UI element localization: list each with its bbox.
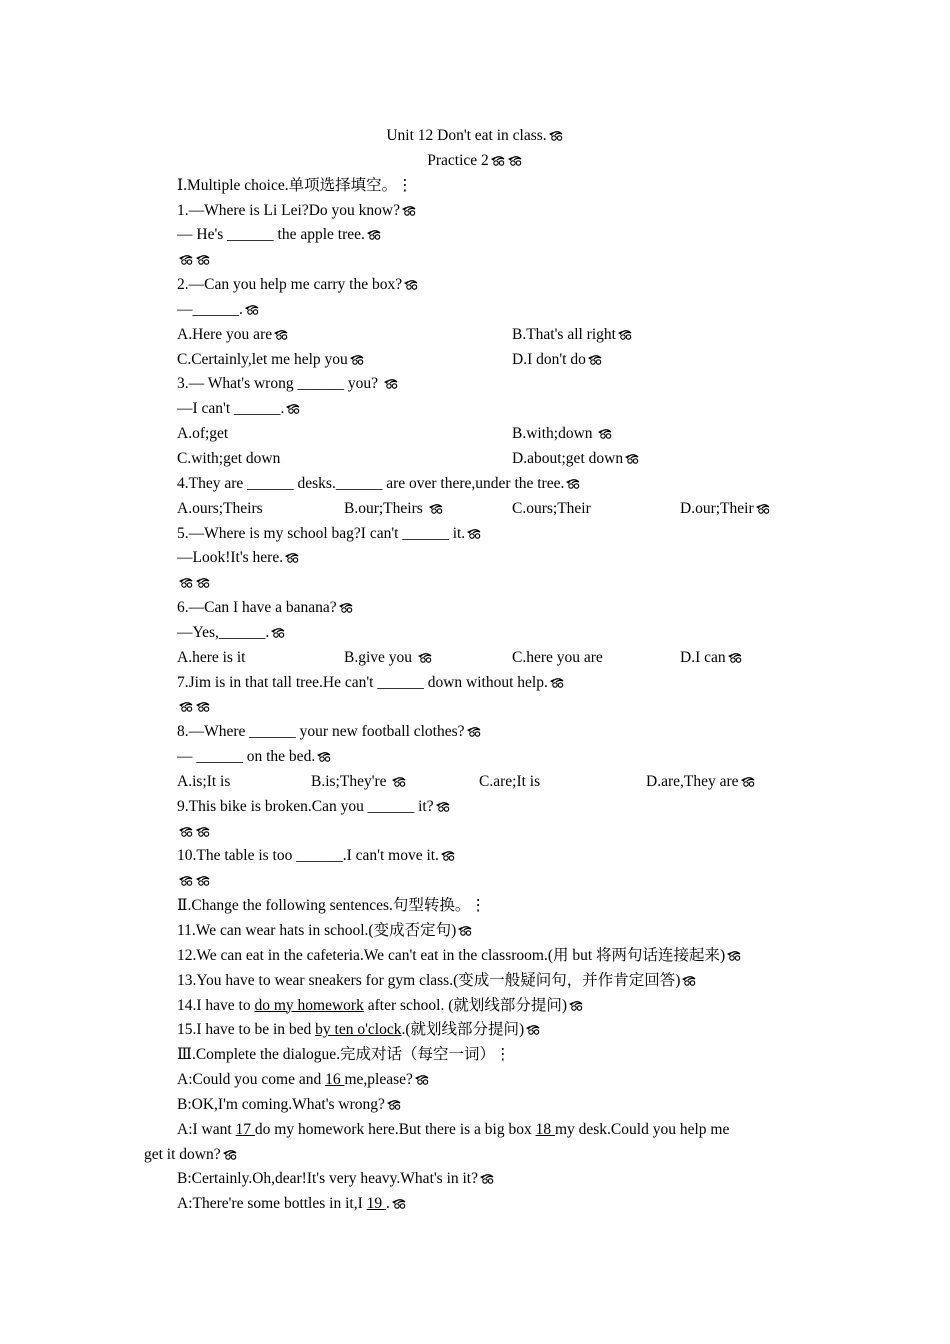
option-c: C.are;It is <box>479 772 541 790</box>
option-d: D.I don't do <box>512 348 603 373</box>
options-row <box>0 348 950 373</box>
return-mark-icon <box>222 1149 238 1160</box>
return-mark-icon <box>391 776 407 787</box>
answer-line: —I can't ______. <box>0 397 950 422</box>
return-mark-icon <box>417 652 433 663</box>
question-8: 8.—Where ______ your new football clothes? <box>0 720 950 745</box>
blank-18: 18 <box>535 1120 555 1138</box>
return-mark-icon <box>549 677 565 688</box>
question-9: 9.This bike is broken.Can you ______ it? <box>0 795 950 820</box>
blank-19: 19 <box>366 1195 386 1213</box>
blank-line <box>0 820 950 845</box>
return-mark-icon <box>548 130 564 141</box>
option-b: B.give you <box>344 646 433 671</box>
question-13: 13.You have to wear sneakers for gym class.(变成一般疑问句，并作肯定回答) <box>0 969 950 994</box>
document-page <box>0 124 950 1217</box>
answer-line: — He's ______ the apple tree. <box>0 223 950 248</box>
option-a: A.of;get <box>177 425 229 443</box>
options-row <box>0 447 950 472</box>
options-row <box>0 323 950 348</box>
page-title: Unit 12 Don't eat in class. <box>0 124 950 149</box>
dialogue-line-1: A:Could you come and 16 me,please? <box>0 1068 950 1093</box>
return-mark-icon <box>479 1173 495 1184</box>
return-mark-icon <box>316 751 332 762</box>
return-mark-icon <box>383 378 399 389</box>
return-mark-icon <box>681 975 697 986</box>
return-mark-icon <box>568 1000 584 1011</box>
return-mark-icon <box>195 577 211 588</box>
return-mark-icon <box>178 701 194 712</box>
return-mark-icon <box>414 1074 430 1085</box>
option-c: C.with;get down <box>177 449 281 467</box>
options-row <box>0 770 950 795</box>
blank-16: 16 <box>325 1071 345 1089</box>
question-5: 5.—Where is my school bag?I can't ______ it. <box>0 522 950 547</box>
return-mark-icon <box>391 1198 407 1209</box>
return-mark-icon <box>349 354 365 365</box>
section-heading-2: Ⅱ.Change the following sentences.句型转换。⋮ <box>177 897 486 915</box>
return-mark-icon <box>435 801 451 812</box>
underlined-phrase: by ten o'clock <box>315 1021 402 1039</box>
return-mark-icon <box>755 503 771 514</box>
dialogue-line-3: A:I want 17 do my homework here.But there is a big box 18 my desk.Could you help me <box>177 1120 730 1138</box>
blank-line <box>0 248 950 273</box>
option-c: C.here you are <box>512 648 603 666</box>
option-c: C.ours;Their <box>512 499 591 517</box>
question-3: 3.— What's wrong ______ you? <box>0 372 950 397</box>
return-mark-icon <box>195 875 211 886</box>
return-mark-icon <box>507 155 523 166</box>
dialogue-line-3-cont: get it down? <box>0 1143 950 1168</box>
question-1: 1.—Where is Li Lei?Do you know? <box>0 199 950 224</box>
blank-line <box>0 571 950 596</box>
option-d: D.are,They are <box>646 770 756 795</box>
question-10: 10.The table is too ______.I can't move it. <box>0 844 950 869</box>
option-b: B.That's all right <box>512 323 633 348</box>
return-mark-icon <box>401 205 417 216</box>
answer-line: — ______ on the bed. <box>0 745 950 770</box>
return-mark-icon <box>740 776 756 787</box>
options-row <box>0 422 950 447</box>
blank-17: 17 <box>235 1120 255 1138</box>
return-mark-icon <box>617 329 633 340</box>
return-mark-icon <box>727 652 743 663</box>
return-mark-icon <box>597 428 613 439</box>
option-d: D.about;get down <box>512 447 640 472</box>
section-heading-1: Ⅰ.Multiple choice.单项选择填空。⋮ <box>177 176 413 194</box>
return-mark-icon <box>270 627 286 638</box>
question-6: 6.—Can I have a banana? <box>0 596 950 621</box>
return-mark-icon <box>726 950 742 961</box>
option-a: A.ours;Theirs <box>177 499 263 517</box>
option-b: B.our;Theirs <box>344 497 444 522</box>
return-mark-icon <box>565 478 581 489</box>
option-a: A.here is it <box>177 648 246 666</box>
return-mark-icon <box>466 528 482 539</box>
return-mark-icon <box>403 279 419 290</box>
return-mark-icon <box>338 602 354 613</box>
answer-line: —______. <box>0 298 950 323</box>
return-mark-icon <box>273 329 289 340</box>
question-7: 7.Jim is in that tall tree.He can't ______ down without help. <box>0 671 950 696</box>
blank-line <box>0 869 950 894</box>
return-mark-icon <box>466 726 482 737</box>
question-12: 12.We can eat in the cafeteria.We can't eat in the classroom.(用 but 将两句话连接起来) <box>0 944 950 969</box>
return-mark-icon <box>195 254 211 265</box>
question-4: 4.They are ______ desks.______ are over there,under the tree. <box>0 472 950 497</box>
return-mark-icon <box>178 577 194 588</box>
question-14: 14.I have to do my homework after school. (就划线部分提问) <box>0 994 950 1019</box>
question-2: 2.—Can you help me carry the box? <box>0 273 950 298</box>
dialogue-line-2: B:OK,I'm coming.What's wrong? <box>0 1093 950 1118</box>
return-mark-icon <box>624 453 640 464</box>
option-d: D.I can <box>680 646 743 671</box>
blank-line <box>0 695 950 720</box>
option-d: D.our;Their <box>680 497 771 522</box>
option-b: B.with;down <box>512 422 613 447</box>
return-mark-icon <box>440 850 456 861</box>
return-mark-icon <box>490 155 506 166</box>
return-mark-icon <box>366 229 382 240</box>
return-mark-icon <box>285 403 301 414</box>
return-mark-icon <box>178 826 194 837</box>
return-mark-icon <box>195 826 211 837</box>
option-b: B.is;They're <box>311 770 407 795</box>
answer-line: —Yes,______. <box>0 621 950 646</box>
return-mark-icon <box>178 254 194 265</box>
question-11: 11.We can wear hats in school.(变成否定句) <box>0 919 950 944</box>
page-subtitle: Practice 2 <box>0 149 950 174</box>
question-15: 15.I have to be in bed by ten o'clock.(就划线部分提问) <box>0 1018 950 1043</box>
option-a: A.is;It is <box>177 772 231 790</box>
return-mark-icon <box>457 925 473 936</box>
return-mark-icon <box>525 1024 541 1035</box>
return-mark-icon <box>587 354 603 365</box>
underlined-phrase: do my homework <box>254 996 364 1014</box>
option-a: A.Here you are <box>177 323 289 348</box>
return-mark-icon <box>244 304 260 315</box>
return-mark-icon <box>428 503 444 514</box>
return-mark-icon <box>195 701 211 712</box>
answer-line: —Look!It's here. <box>0 546 950 571</box>
dialogue-line-4: B:Certainly.Oh,dear!It's very heavy.What's in it? <box>0 1167 950 1192</box>
return-mark-icon <box>178 875 194 886</box>
section-heading-3: Ⅲ.Complete the dialogue.完成对话（每空一词）⋮ <box>177 1046 511 1064</box>
dialogue-line-5: A:There're some bottles in it,I 19 . <box>0 1192 950 1217</box>
option-c: C.Certainly,let me help you <box>177 348 365 373</box>
return-mark-icon <box>284 552 300 563</box>
options-row <box>0 497 950 522</box>
return-mark-icon <box>386 1099 402 1110</box>
options-row <box>0 646 950 671</box>
